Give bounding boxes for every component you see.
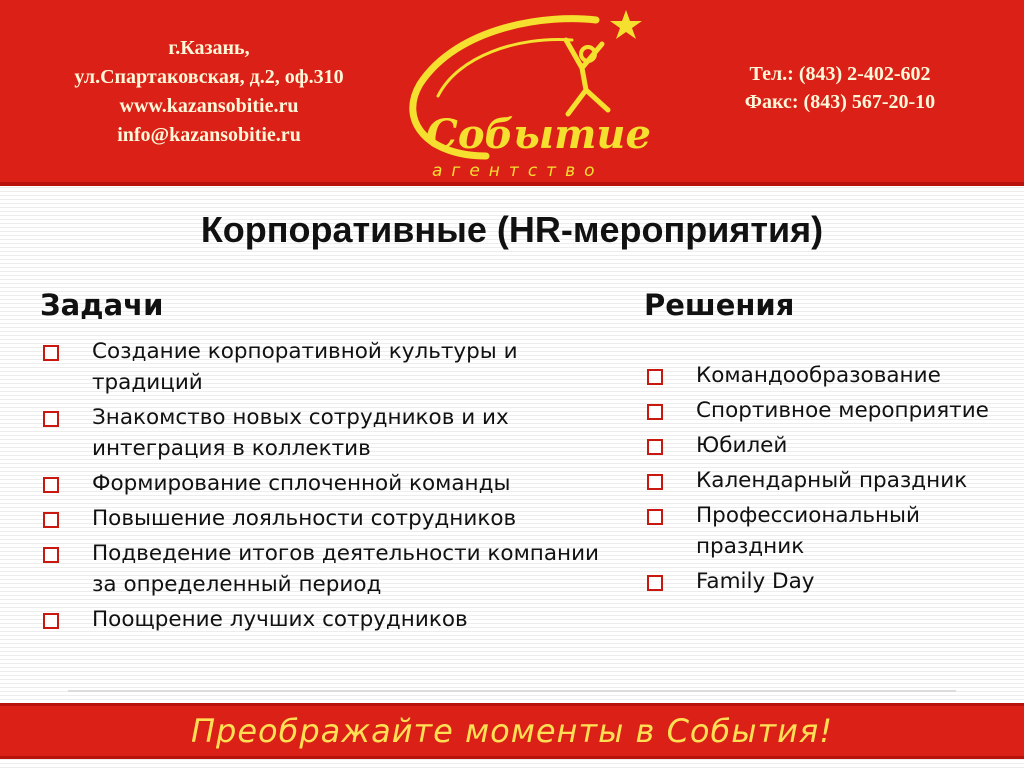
list-item-text: Повышение лояльности сотрудников [92, 506, 517, 531]
checkbox-bullet-icon [43, 613, 59, 629]
fax-number: Факс: (843) 567-20-10 [744, 91, 936, 113]
checkbox-bullet-icon [647, 404, 663, 420]
list-item [40, 336, 600, 398]
tasks-heading: Задачи [40, 288, 164, 322]
solutions-list [644, 360, 1004, 597]
list-item [644, 360, 1004, 391]
list-item [40, 538, 600, 600]
list-item-text: Календарный праздник [696, 468, 968, 493]
list-item [644, 500, 1004, 562]
email-link[interactable]: info@kazansobitie.ru [117, 124, 301, 146]
list-item [644, 566, 1004, 597]
list-item [644, 395, 1004, 426]
footer-banner [0, 703, 1024, 759]
checkbox-bullet-icon [647, 439, 663, 455]
list-item [40, 468, 600, 499]
checkbox-bullet-icon [647, 575, 663, 591]
list-item-text: Family Day [696, 569, 815, 594]
checkbox-bullet-icon [647, 474, 663, 490]
checkbox-bullet-icon [43, 411, 59, 427]
list-item-text: Юбилей [696, 433, 788, 458]
checkbox-bullet-icon [43, 477, 59, 493]
solutions-heading: Решения [644, 288, 795, 322]
list-item-text: Создание корпоративной культуры и традиций [92, 339, 518, 395]
tasks-list [40, 336, 600, 635]
list-item-text: Командообразование [696, 363, 941, 388]
list-item [644, 465, 1004, 496]
phone-number: Тел.: (843) 2-402-602 [749, 63, 931, 85]
logo-subtitle: агентство [432, 161, 604, 181]
star-figure-logo-icon [398, 6, 660, 184]
footer-slogan: Преображайте моменты в События! [190, 712, 834, 750]
list-item-text: Спортивное мероприятие [696, 398, 989, 423]
checkbox-bullet-icon [43, 345, 59, 361]
list-item [40, 503, 600, 534]
website-link[interactable]: www.kazansobitie.ru [119, 95, 299, 117]
list-item-text: Подведение итогов деятельности компании за определенный период [92, 541, 600, 597]
page-title: Корпоративные (HR-мероприятия) [200, 209, 824, 250]
list-item [644, 430, 1004, 461]
address-city: г.Казань, [168, 37, 250, 59]
contact-phones [705, 60, 975, 116]
checkbox-bullet-icon [647, 509, 663, 525]
list-item-text: Знакомство новых сотрудников и их интеграция в коллектив [92, 405, 509, 461]
list-item-text: Профессиональный праздник [696, 503, 920, 559]
checkbox-bullet-icon [43, 512, 59, 528]
header-banner [0, 0, 1024, 186]
list-item [40, 402, 600, 464]
divider [68, 690, 956, 692]
checkbox-bullet-icon [43, 547, 59, 563]
logo-name: Событие [426, 111, 651, 158]
contact-address [44, 34, 374, 150]
list-item-text: Формирование сплоченной команды [92, 471, 511, 496]
list-item [40, 604, 600, 635]
address-street: ул.Спартаковская, д.2, оф.310 [74, 66, 344, 88]
checkbox-bullet-icon [647, 369, 663, 385]
company-logo [398, 6, 660, 184]
list-item-text: Поощрение лучших сотрудников [92, 607, 468, 632]
